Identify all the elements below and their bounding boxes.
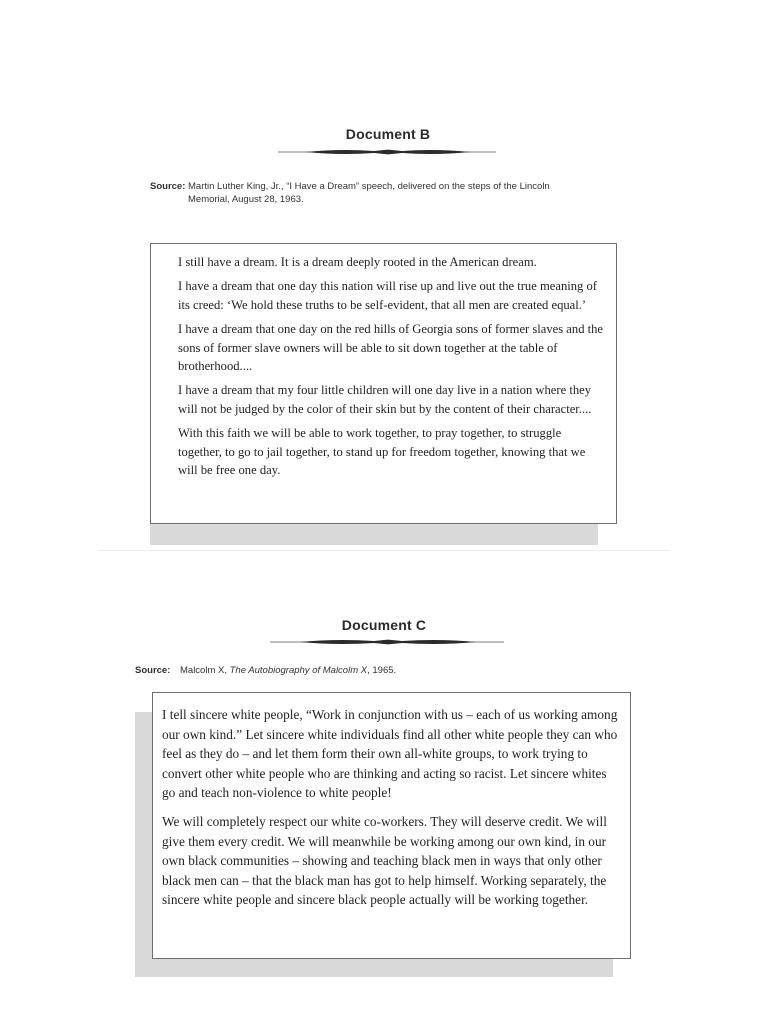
document-b-title: Document B	[345, 126, 431, 142]
document-b-paragraph-3: I have a dream that one day on the red hills of Georgia sons of former slaves and the sons of former slave owners will be able to sit down together at the table of brotherhood....	[178, 322, 604, 374]
document-c-ornament-divider	[270, 637, 506, 647]
page-divider	[98, 550, 670, 551]
document-b-paragraph-4: I have a dream that my four little children will one day live in a nation where they will not be judged by the color of their skin but by the content of their character....	[178, 383, 592, 416]
document-c-source-text	[180, 664, 396, 677]
document-b-paragraph-2: I have a dream that one day this nation will rise up and live out the true meaning of its creed: ‘We hold these truths to be self-evident, that all men are created equal.’	[178, 279, 597, 312]
document-b-ornament-divider	[278, 147, 498, 157]
document-b-quote-box	[150, 243, 617, 524]
document-c-source-year: , 1965.	[367, 665, 397, 676]
document-c-quote-box	[152, 692, 631, 959]
document-c-paragraph-1: I tell sincere white people, “Work in conjunction with us – each of us working among our own kind.” Let sincere white individuals find all other white people they can who feel as they do – and let them form their own all-white groups, to work trying to convert other white people who are thinking and acting so racist. Let sincere whites go and teach non-violence to white people!	[162, 707, 618, 801]
document-b-source	[150, 180, 570, 208]
document-c-title: Document C	[341, 617, 427, 633]
document-b-source-label: Source:	[150, 181, 186, 192]
document-c-source	[135, 664, 535, 678]
document-b-paragraph-1: I still have a dream. It is a dream deeply rooted in the American dream.	[178, 255, 537, 269]
document-c-source-label: Source:	[135, 665, 171, 676]
document-b-source-text: Martin Luther King, Jr., “I Have a Dream” speech, delivered on the steps of the Lincoln Memorial, August 28, 1963.	[188, 181, 550, 205]
document-c-source-author: Malcolm X,	[180, 665, 230, 676]
document-c-source-work: The Autobiography of Malcolm X	[229, 665, 368, 676]
document-c-paragraph-2: We will completely respect our white co-workers. They will deserve credit. We will give them every credit. We will meanwhile be working among our own kind, in our own black communities – showing and teaching black men in ways that only other black men can – that the black man has got to help himself. Working separately, the sincere white people and sincere black people actually will be working together.	[162, 813, 607, 908]
document-b-paragraph-5: With this faith we will be able to work together, to pray together, to struggle together, to go to jail together, to stand up for freedom together, knowing that we will be free one day.	[178, 426, 586, 478]
